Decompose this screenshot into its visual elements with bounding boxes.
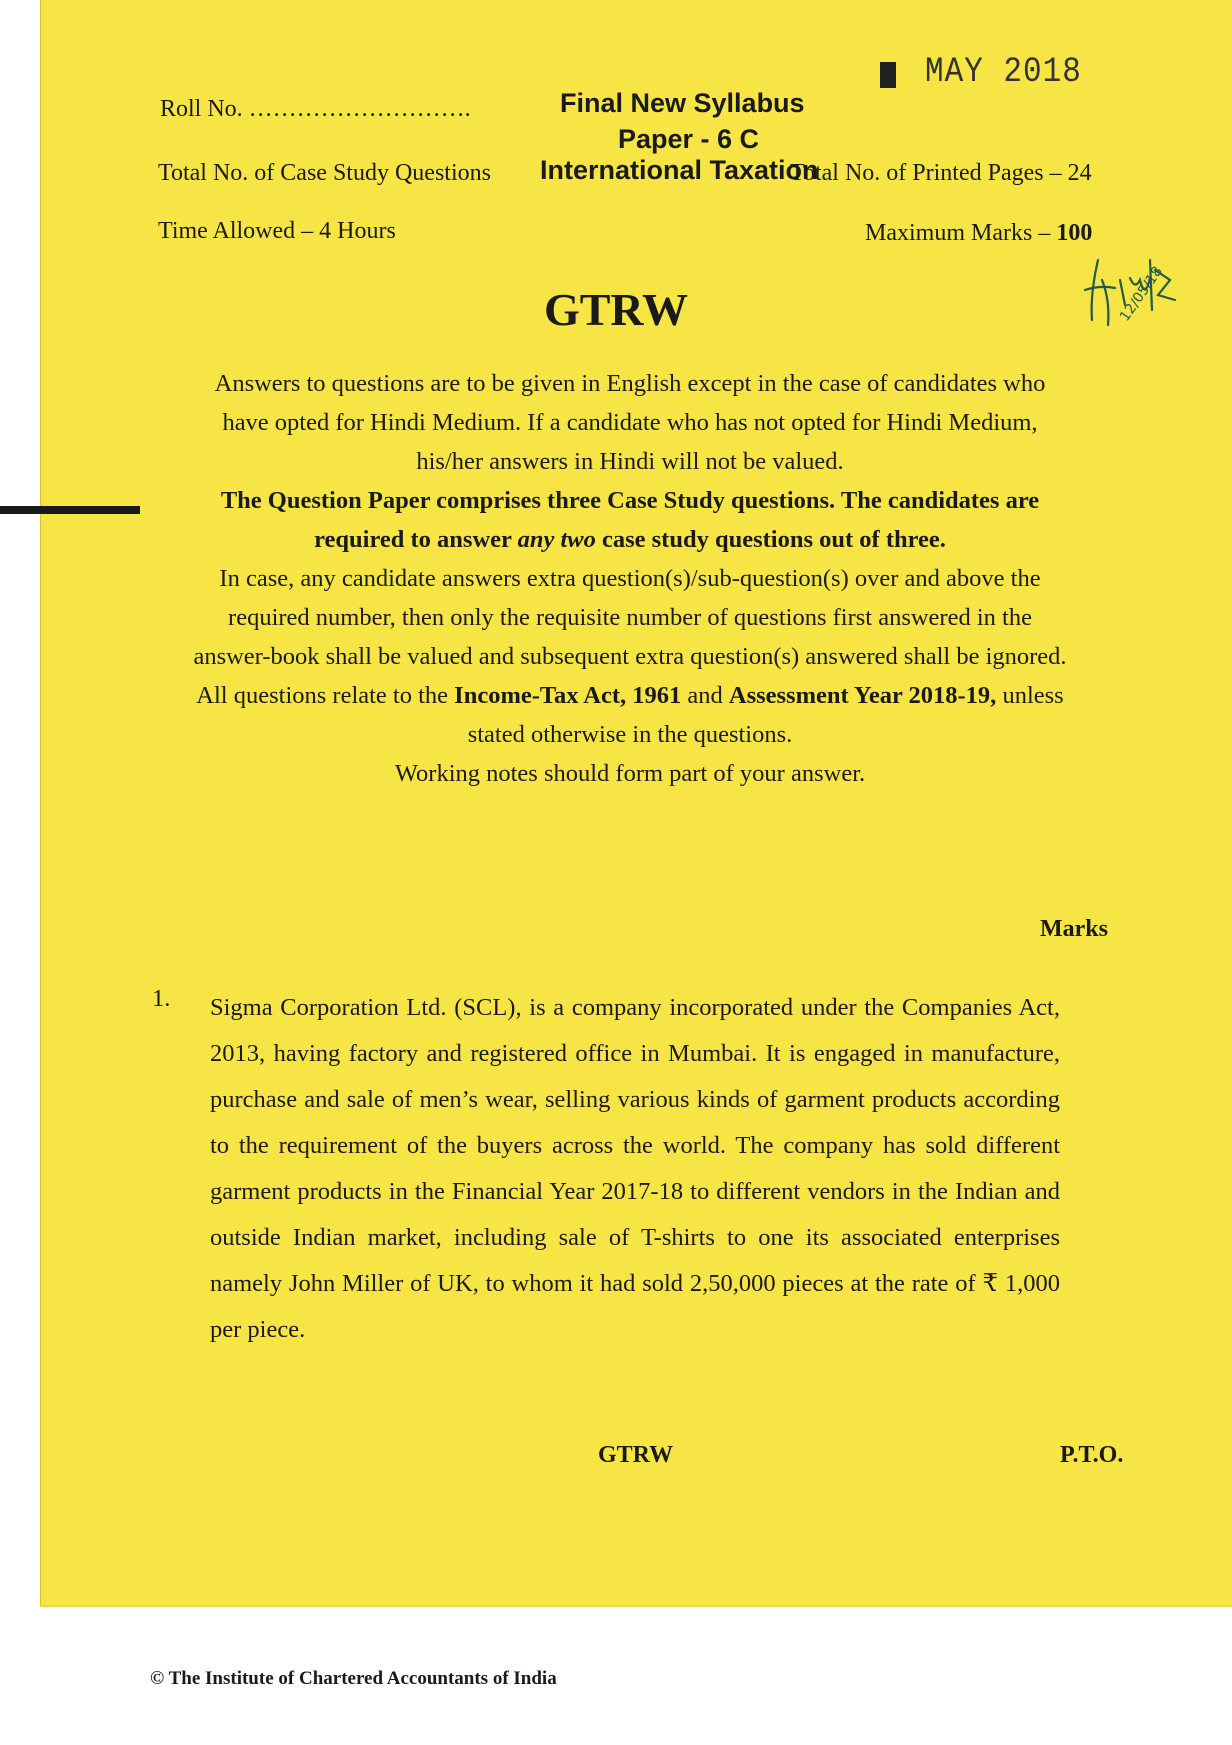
instruction-bold: Income-Tax Act, 1961 bbox=[454, 682, 682, 709]
printed-pages-text: Total No. of Printed Pages – 24 bbox=[790, 160, 1092, 186]
instruction-line: Answers to questions are to be given in English except in the case of candidates who bbox=[214, 370, 1046, 397]
signature-icon bbox=[1080, 250, 1190, 350]
instruction-line-bold: The Question Paper comprises three Case Study questions. The candidates are bbox=[220, 487, 1040, 514]
sheet-bottom-edge bbox=[40, 1605, 1232, 1607]
instructions bbox=[150, 364, 1110, 793]
scan-margin-bar bbox=[0, 506, 140, 514]
instruction-line: In case, any candidate answers extra question(s)/sub-question(s) over and above the bbox=[219, 565, 1041, 592]
time-allowed-value: 4 Hours bbox=[319, 218, 396, 244]
copyright: © The Institute of Chartered Accountants of India bbox=[150, 1668, 557, 1689]
subject-title: International Taxation bbox=[540, 155, 819, 185]
instruction-line-bold bbox=[150, 520, 1110, 559]
instruction-line: his/her answers in Hindi will not be valued. bbox=[416, 448, 844, 475]
instruction-line: required number, then only the requisite number of questions first answered in the bbox=[228, 604, 1032, 631]
roll-no: Roll No. ………………………. bbox=[160, 96, 471, 122]
total-questions-label: Total No. of Case Study Questions bbox=[158, 160, 491, 186]
instruction-emphasis: any two bbox=[517, 526, 596, 553]
instruction-fragment: and bbox=[681, 682, 729, 709]
max-marks-label: Maximum Marks – bbox=[865, 220, 1057, 246]
instruction-bold: Assessment Year 2018-19, bbox=[728, 682, 997, 709]
instruction-line: Working notes should form part of your answer. bbox=[394, 760, 866, 787]
marks-heading: Marks bbox=[1040, 916, 1108, 942]
date-stamp: MAY 2018 bbox=[925, 52, 1082, 93]
instruction-line: stated otherwise in the questions. bbox=[467, 721, 793, 748]
question-number: 1. bbox=[152, 985, 171, 1012]
pto: P.T.O. bbox=[1060, 1442, 1124, 1468]
instruction-line: answer-book shall be valued and subsequent extra question(s) answered shall be ignored. bbox=[193, 643, 1067, 670]
question-1-text: Sigma Corporation Ltd. (SCL), is a company incorporated under the Companies Act, 2013, having factory and registered office in Mumbai. It is engaged in manufacture, purchase and sale of men’s wear, selling various kinds of garment products according to the requirement of the buyers across the world. The company has sold different garment products in the Financial Year 2017-18 to different vendors in the Indian and outside Indian market, including sale of T-shirts to one its associated enterprises namely John Miller of UK, to whom it had sold 2,50,000 pieces at the rate of ₹ 1,000 per piece. bbox=[210, 994, 1060, 1343]
paper-code: GTRW bbox=[543, 284, 689, 335]
printed-pages bbox=[790, 160, 1092, 187]
signature-text: 12/05/18 bbox=[1116, 263, 1167, 325]
max-marks-value: 100 bbox=[1056, 220, 1093, 246]
instruction-fragment: unless bbox=[996, 682, 1064, 709]
footer-code: GTRW bbox=[598, 1442, 674, 1468]
instruction-fragment: case study questions out of three. bbox=[595, 526, 946, 553]
max-marks bbox=[865, 220, 1092, 247]
time-allowed-label: Time Allowed – bbox=[158, 218, 320, 244]
instruction-line bbox=[150, 676, 1110, 715]
instruction-fragment: required to answer bbox=[314, 526, 518, 553]
stamp-mark bbox=[880, 62, 896, 88]
paper-title: Paper - 6 C bbox=[618, 124, 760, 154]
instruction-fragment: All questions relate to the bbox=[196, 682, 455, 709]
time-allowed bbox=[158, 218, 396, 245]
instruction-line: have opted for Hindi Medium. If a candidate who has not opted for Hindi Medium, bbox=[222, 409, 1038, 436]
syllabus-title: Final New Syllabus bbox=[560, 88, 805, 118]
